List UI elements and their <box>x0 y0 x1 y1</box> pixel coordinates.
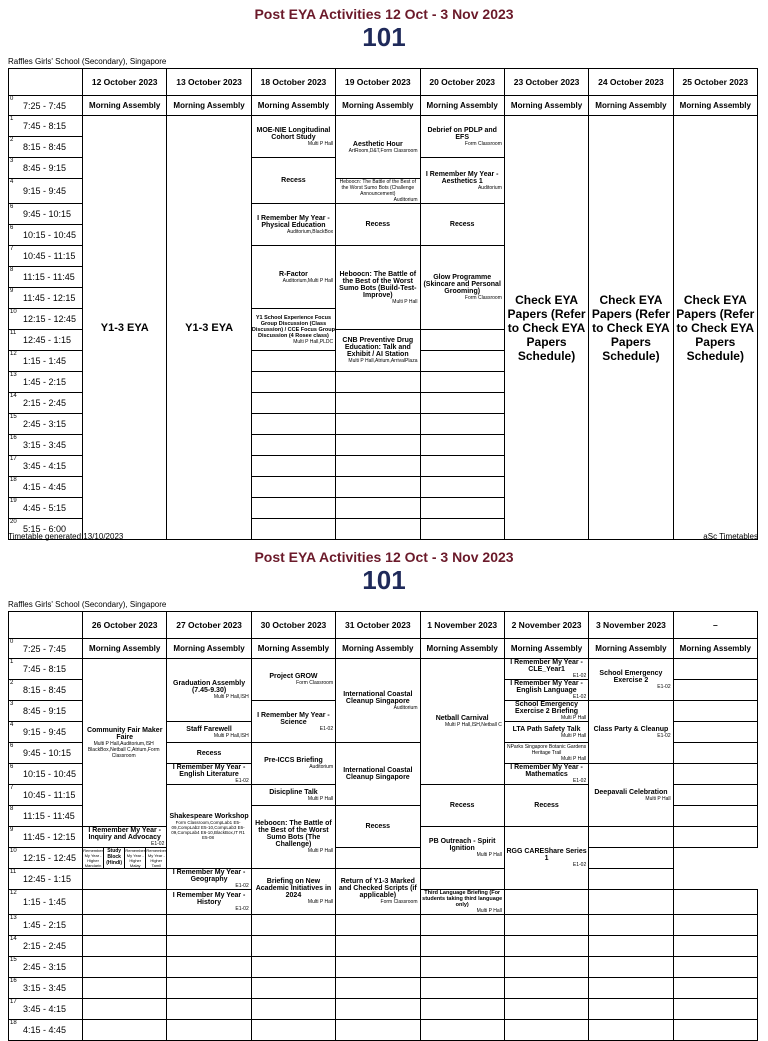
day-header: 20 October 2023 <box>420 69 504 96</box>
day-header: 12 October 2023 <box>83 69 167 96</box>
activity-cell: Deepavali Celebration Multi P Hall <box>589 764 673 827</box>
period-cell: 3 8:45 - 9:15 <box>9 158 83 179</box>
page-title-2: Post EYA Activities 12 Oct - 3 Nov 2023 <box>254 549 514 565</box>
activity-cell: Check EYA Papers (Refer to Check EYA Papers Schedule) <box>673 116 757 540</box>
activity-cell: Recess <box>167 743 251 764</box>
activity-cell: Morning Assembly <box>504 96 588 116</box>
activity-cell: Recess <box>336 204 420 246</box>
day-header: 1 November 2023 <box>420 612 504 639</box>
class-name-2: 101 <box>362 565 406 595</box>
period-cell: 15 2:45 - 3:15 <box>9 957 83 978</box>
period-cell: 2 8:15 - 8:45 <box>9 137 83 158</box>
period-cell: 2 8:15 - 8:45 <box>9 680 83 701</box>
period-cell: 17 3:45 - 4:15 <box>9 999 83 1020</box>
activity-cell: NParks Singapore Botanic Gardens Heritage Trail Multi P Hall <box>504 743 588 764</box>
activity-cell: I Remember My Year - Inquiry and Advocacy E1-02 <box>83 827 167 848</box>
activity-cell: R-Factor Auditorium,Multi P Hall <box>251 246 335 309</box>
activity-cell: Heboocn: The Battle of the Best of the Worst Sumo Bots (Build-Test-Improve) Multi P Hall <box>336 246 420 330</box>
period-cell: 4 9:15 - 9:45 <box>9 179 83 204</box>
period-cell: 10 12:15 - 12:45 <box>9 309 83 330</box>
school-name-2: Raffles Girls' School (Secondary), Singapore <box>8 600 167 609</box>
period-cell: 6 10:15 - 10:45 <box>9 225 83 246</box>
day-header: – <box>673 612 757 639</box>
period-cell: 20 5:15 - 6:00 <box>9 519 83 540</box>
period-cell: 13 1:45 - 2:15 <box>9 915 83 936</box>
activity-cell: Recess <box>504 785 588 827</box>
period-cell: 8 11:15 - 11:45 <box>9 806 83 827</box>
activity-cell: Disicpline Talk Multi P Hall <box>251 785 335 806</box>
activity-cell: Community Fair Maker Faire Multi P Hall,Auditorium,ISH BlackBox,Netball C,Atrium,Form Classroom <box>83 659 167 827</box>
activity-cell: Aesthetic Hour ArtRoom,D&T,Form Classroom <box>336 116 420 179</box>
period-cell: 0 7:25 - 7:45 <box>9 639 83 659</box>
period-cell: 12 1:15 - 1:45 <box>9 890 83 915</box>
activity-cell: Y1 School Experience Focus Group Discussion (Class Discussion) / CCE Focus Group Discussion (4 Rosee class) Multi P Hall,PLDC <box>251 309 335 351</box>
activity-cell: School Emergency Exercise 2 Briefing Multi P Hall <box>504 701 588 722</box>
period-cell: 14 2:15 - 2:45 <box>9 936 83 957</box>
activity-cell: LTA Path Safety Talk Multi P Hall <box>504 722 588 743</box>
activity-cell: Morning Assembly <box>251 96 335 116</box>
timetable-week-2 <box>8 611 758 1041</box>
period-cell: 7 10:45 - 11:15 <box>9 246 83 267</box>
activity-cell: Third Language Briefing (For students taking third language only) Multi P Hall <box>420 890 504 915</box>
period-cell: 14 2:15 - 2:45 <box>9 393 83 414</box>
activity-cell: I Remember My Year - Physical Education Auditorium,BlackBox <box>251 204 335 246</box>
activity-cell: School Emergency Exercise 2 E1-02 <box>589 659 673 701</box>
period-cell: 6 10:15 - 10:45 <box>9 764 83 785</box>
period-cell: 12 1:15 - 1:45 <box>9 351 83 372</box>
activity-cell: Morning Assembly <box>83 96 167 116</box>
activity-cell: RGG CAREShare Series 1 E1-02 <box>504 827 588 890</box>
period-cell: 3 8:45 - 9:15 <box>9 701 83 722</box>
period-cell: 7 10:45 - 11:15 <box>9 785 83 806</box>
activity-cell: Shakespeare Workshop Form Classroom,CompLab1 E5-09,CompLab2 E5-10,CompLab3 E6-09,CompLab4 E6-10,BlackBox,IT R1 E5-08 <box>167 785 251 869</box>
period-cell: 10 12:15 - 12:45 <box>9 848 83 869</box>
period-cell: 13 1:45 - 2:15 <box>9 372 83 393</box>
activity-cell: Netball Carnival Multi P Hall,ISH,Netball C <box>420 659 504 785</box>
activity-cell: Morning Assembly <box>589 639 673 659</box>
day-header: 31 October 2023 <box>336 612 420 639</box>
activity-cell: Morning Assembly <box>251 639 335 659</box>
day-header: 26 October 2023 <box>83 612 167 639</box>
activity-cell: Morning Assembly <box>420 639 504 659</box>
header-row <box>9 612 758 639</box>
activity-cell: Morning Assembly <box>589 96 673 116</box>
period-cell: 16 3:15 - 3:45 <box>9 435 83 456</box>
activity-cell: MOE-NIE Longitudinal Cohort Study Multi P Hall <box>251 116 335 158</box>
period-cell: 19 4:45 - 5:15 <box>9 498 83 519</box>
period-cell: 8 11:15 - 11:45 <box>9 267 83 288</box>
day-header: 30 October 2023 <box>251 612 335 639</box>
activity-cell: I Remember My Year - CLE_Year1 E1-02 <box>504 659 588 680</box>
day-header: 19 October 2023 <box>336 69 420 96</box>
activity-cell: PB Outreach - Spirit Ignition Multi P Hall <box>420 827 504 869</box>
activity-cell: Check EYA Papers (Refer to Check EYA Papers Schedule) <box>589 116 673 540</box>
activity-cell: I Remember My Year - Science E1-02 <box>251 701 335 743</box>
activity-cell: Morning Assembly <box>336 639 420 659</box>
day-header: 27 October 2023 <box>167 612 251 639</box>
activity-cell: Y1-3 EYA <box>83 116 167 540</box>
activity-cell: Graduation Assembly (7.45-9.30) Multi P Hall,ISH <box>167 659 251 722</box>
activity-cell: I Remember My Year - Mathematics E1-02 <box>504 764 588 785</box>
class-name: 101 <box>362 22 406 52</box>
activity-cell: Heboocn: The Battle of the Best of the Worst Sumo Bots (The Challenge) Multi P Hall <box>251 806 335 869</box>
period-cell: 4 9:15 - 9:45 <box>9 722 83 743</box>
activity-cell: Debrief on PDLP and EFS Form Classroom <box>420 116 504 158</box>
activity-cell: Morning Assembly <box>167 96 251 116</box>
activity-cell: Recess <box>336 806 420 848</box>
day-header: 13 October 2023 <box>167 69 251 96</box>
activity-cell: I Remember My Year - English Language E1-02 <box>504 680 588 701</box>
day-header: 18 October 2023 <box>251 69 335 96</box>
activity-cell: I Remember My Year - English Literature E1-02 <box>167 764 251 785</box>
activity-cell: Morning Assembly <box>673 96 757 116</box>
period-cell: 15 2:45 - 3:15 <box>9 414 83 435</box>
day-header: 24 October 2023 <box>589 69 673 96</box>
period-cell: 9 11:45 - 12:15 <box>9 827 83 848</box>
activity-cell: Morning Assembly <box>420 96 504 116</box>
period-cell: 1 7:45 - 8:15 <box>9 659 83 680</box>
period-cell: 11 12:45 - 1:15 <box>9 330 83 351</box>
brand-note: aSc Timetables <box>703 532 758 541</box>
period-cell: 1 7:45 - 8:15 <box>9 116 83 137</box>
activity-cell: Pre-ICCS Briefing Auditorium <box>251 743 335 785</box>
activity-cell: I Remember My Year - Geography E1-02 <box>167 869 251 890</box>
activity-cell: Class Party & Cleanup E1-02 <box>589 701 673 764</box>
activity-cell: Staff Farewell Multi P Hall,ISH <box>167 722 251 743</box>
period-cell: 11 12:45 - 1:15 <box>9 869 83 890</box>
activity-cell: I Remember My Year - History E1-02 <box>167 890 251 915</box>
period-cell: 0 7:25 - 7:45 <box>9 96 83 116</box>
activity-cell: Morning Assembly <box>673 639 757 659</box>
activity-cell: Glow Programme (Skincare and Personal Grooming) Form Classroom <box>420 246 504 330</box>
activity-cell: Recess <box>420 785 504 827</box>
activity-cell: Recess <box>251 158 335 204</box>
period-cell: 18 4:15 - 4:45 <box>9 1020 83 1041</box>
activity-cell: Return of Y1-3 Marked and Checked Scripts (if applicable) Form Classroom <box>336 869 420 915</box>
activity-cell: CNB Preventive Drug Education: Talk and Exhibit / AI Station Multi P Hall,Atrium,ArrivalPlaza <box>336 330 420 372</box>
period-cell: 6 9:45 - 10:15 <box>9 743 83 764</box>
period-cell: 9 11:45 - 12:15 <box>9 288 83 309</box>
activity-cell: Morning Assembly <box>167 639 251 659</box>
activity-cell: International Coastal Cleanup Singapore <box>336 743 420 806</box>
activity-cell: Morning Assembly <box>504 639 588 659</box>
activity-cell: Recess <box>420 204 504 246</box>
header-row <box>9 69 758 96</box>
page-title: Post EYA Activities 12 Oct - 3 Nov 2023 <box>254 6 514 22</box>
activity-cell: Remember My Year - Higher Mandarin Study Block (Hindi) Remember My Year - Higher Malay Remember My Year - Higher Tamil <box>83 848 167 868</box>
generated-note: Timetable generated:13/10/2023 <box>8 532 124 541</box>
activity-cell: Morning Assembly <box>336 96 420 116</box>
day-header: 23 October 2023 <box>504 69 588 96</box>
period-cell: 6 9:45 - 10:15 <box>9 204 83 225</box>
day-header: 25 October 2023 <box>673 69 757 96</box>
period-cell: 18 4:15 - 4:45 <box>9 477 83 498</box>
activity-cell: Briefing on New Academic Initiatives in 2024 Multi P Hall <box>251 869 335 915</box>
activity-cell: Project GROW Form Classroom <box>251 659 335 701</box>
activity-cell: Y1-3 EYA <box>167 116 251 540</box>
timetable-week-1 <box>8 68 758 540</box>
day-header: 3 November 2023 <box>589 612 673 639</box>
activity-cell: International Coastal Cleanup Singapore Auditorium <box>336 659 420 743</box>
activity-cell: Check EYA Papers (Refer to Check EYA Papers Schedule) <box>504 116 588 540</box>
activity-cell: Heboocn: The Battle of the Best of the Worst Sumo Bots (Challenge Announcement) Auditorium <box>336 179 420 204</box>
period-cell: 17 3:45 - 4:15 <box>9 456 83 477</box>
period-cell: 16 3:15 - 3:45 <box>9 978 83 999</box>
activity-cell: Morning Assembly <box>83 639 167 659</box>
activity-cell: I Remember My Year - Aesthetics 1 Auditorium <box>420 158 504 204</box>
day-header: 2 November 2023 <box>504 612 588 639</box>
school-name: Raffles Girls' School (Secondary), Singapore <box>8 57 167 66</box>
